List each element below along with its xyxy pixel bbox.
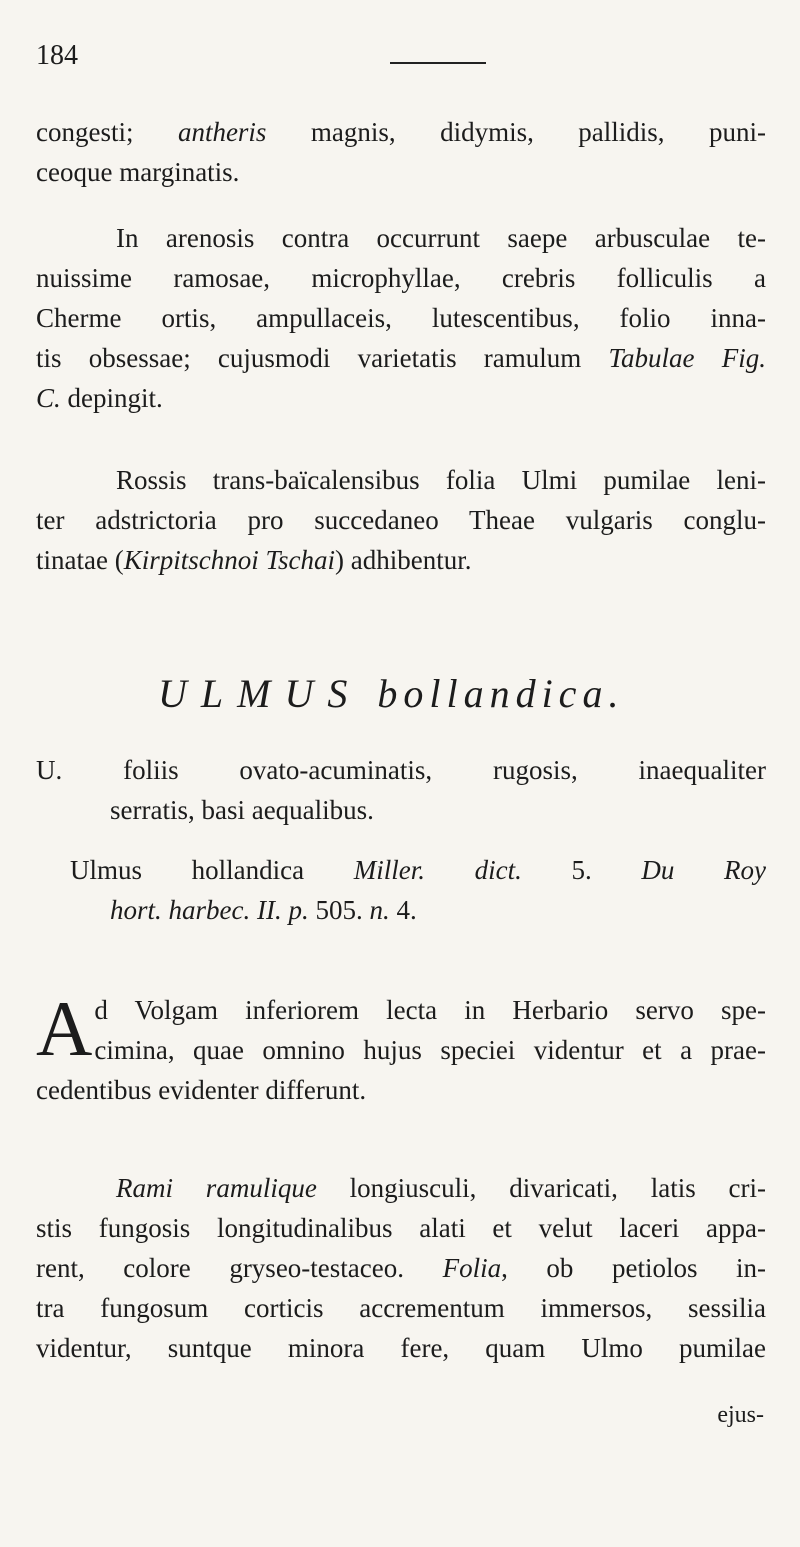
text-line: Rossis trans-baïcalensibus folia Ulmi pumilae leni- — [116, 465, 766, 495]
text-line: rent, colore gryseo-testaceo. Folia, ob petiolos in- — [36, 1253, 767, 1283]
text-line: hort. harbec. II. p. 505. n. 4. — [110, 895, 417, 925]
paragraph-5 — [36, 1168, 766, 1368]
text-line: congesti; antheris magnis, didymis, pallidis, puni- — [36, 117, 767, 147]
text-line: nuissime ramosae, microphyllae, crebris folliculis a — [36, 263, 766, 293]
species-synonymy — [36, 850, 766, 930]
text-line: tis obsessae; cujusmodi varietatis ramulum Tabulae Fig. — [36, 343, 766, 373]
genus-name: ULMUS — [158, 671, 362, 716]
species-epithet: bollandica. — [377, 671, 625, 716]
text-line: videntur, suntque minora fere, quam Ulmo pumilae — [36, 1333, 766, 1363]
text-line: stis fungosis longitudinalibus alati et velut laceri appa- — [36, 1213, 766, 1243]
text-line: ter adstrictoria pro succedaneo Theae vulgaris conglu- — [36, 505, 766, 535]
text-line: Ulmus hollandica Miller. dict. 5. Du Roy — [70, 855, 767, 885]
text-line: Rami ramulique longiusculi, divaricati, latis cri- — [116, 1173, 766, 1203]
text-line: U. foliis ovato-acuminatis, rugosis, inaequaliter — [36, 755, 766, 785]
paragraph-3 — [36, 460, 766, 580]
text-line: In arenosis contra occurrunt saepe arbusculae te- — [116, 223, 766, 253]
page-number: 184 — [36, 40, 78, 71]
text-line: Cherme ortis, ampullaceis, lutescentibus, folio inna- — [36, 303, 766, 333]
paragraph-1 — [36, 112, 766, 192]
text-line: d Volgam inferiorem lecta in Herbario servo spe- — [94, 995, 766, 1025]
text-line: tra fungosum corticis accrementum immersos, sessilia — [36, 1293, 766, 1323]
text-line: ceoque marginatis. — [36, 157, 240, 187]
text-line: tinatae (Kirpitschnoi Tschai) adhibentur. — [36, 545, 472, 575]
species-diagnosis — [36, 750, 766, 830]
header-rule — [390, 62, 486, 64]
text-line: C. depingit. — [36, 383, 163, 413]
text-line: cedentibus evidenter differunt. — [36, 1075, 367, 1105]
text-line: cimina, quae omnino hujus speciei videntur et a prae- — [94, 1035, 766, 1065]
species-heading — [158, 670, 624, 717]
page-header — [36, 40, 766, 80]
drop-capital: A — [36, 985, 93, 1072]
catchword: ejus- — [717, 1402, 764, 1428]
paragraph-2 — [36, 218, 766, 418]
text-line: serratis, basi aequalibus. — [110, 795, 374, 825]
paragraph-4 — [36, 985, 766, 1110]
